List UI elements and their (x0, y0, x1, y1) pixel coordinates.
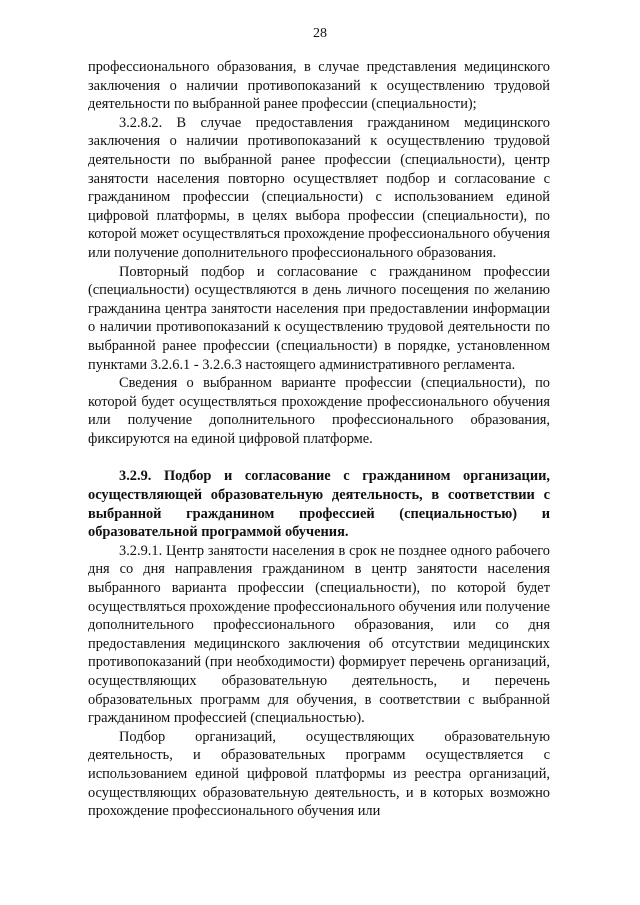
paragraph-continuation: профессионального образования, в случае представления медицинского заключения о наличии противопоказаний к осуществлению трудовой деятельности по выбранной ранее профессии (специальности); (88, 59, 550, 113)
paragraph-repeat-selection: Повторный подбор и согласование с гражданином профессии (специальности) осуществляются в день личного посещения по желанию гражданина центра занятости населения при предоставлении информации о наличии противопоказаний к осуществлению трудовой деятельности по выбранной ранее профессии (специальности) в порядке, установленном пунктами 3.2.6.1 - 3.2.6.3 настоящего административного регламента. (88, 263, 550, 373)
section-heading-3-2-9: 3.2.9. Подбор и согласование с гражданином организации, осуществляющей образовательную деятельность, в соответствии с выбранной гражданином профессией (специальностью) и образовательной программой обучения. (88, 468, 550, 541)
document-body (88, 58, 550, 821)
paragraph-3-2-8-2: 3.2.8.2. В случае предоставления гражданином медицинского заключения о наличии противопоказаний к осуществлению трудовой деятельности по выбранной ранее профессии (специальности), центр занятости населения повторно осуществляет подбор и согласование с гражданином профессии (специальности) с использованием единой цифровой платформы, в целях выбора профессии (специальности), по которой может осуществляться прохождение профессионального обучения или получение дополнительного профессионального образования. (88, 114, 550, 261)
paragraph-3-2-9-1: 3.2.9.1. Центр занятости населения в срок не позднее одного рабочего дня со дня направления гражданином в центр занятости населения выбранного варианта профессии (специальности), по которой будет осуществляться прохождение профессионального обучения или получение дополнительного профессионального образования, или со дня предоставления медицинского заключения об отсутствии медицинских противопоказаний (при необходимости) формирует перечень организаций, осуществляющих образовательную деятельность, и перечень образовательных программ для обучения, в соответствии с выбранной гражданином профессией (специальностью). (88, 542, 550, 727)
paragraph-selection-record: Сведения о выбранном варианте профессии (специальности), по которой будет осуществляться прохождение профессионального обучения или получение дополнительного профессионального образования, фиксируются на единой цифровой платформе. (88, 375, 550, 447)
paragraph-organization-selection: Подбор организаций, осуществляющих образовательную деятельность, и образовательных программ осуществляется с использованием единой цифровой платформы из реестра организаций, осуществляющих образовательную деятельность, и в которых возможно прохождение профессионального обучения или (88, 728, 550, 820)
page-number: 28 (313, 26, 327, 41)
